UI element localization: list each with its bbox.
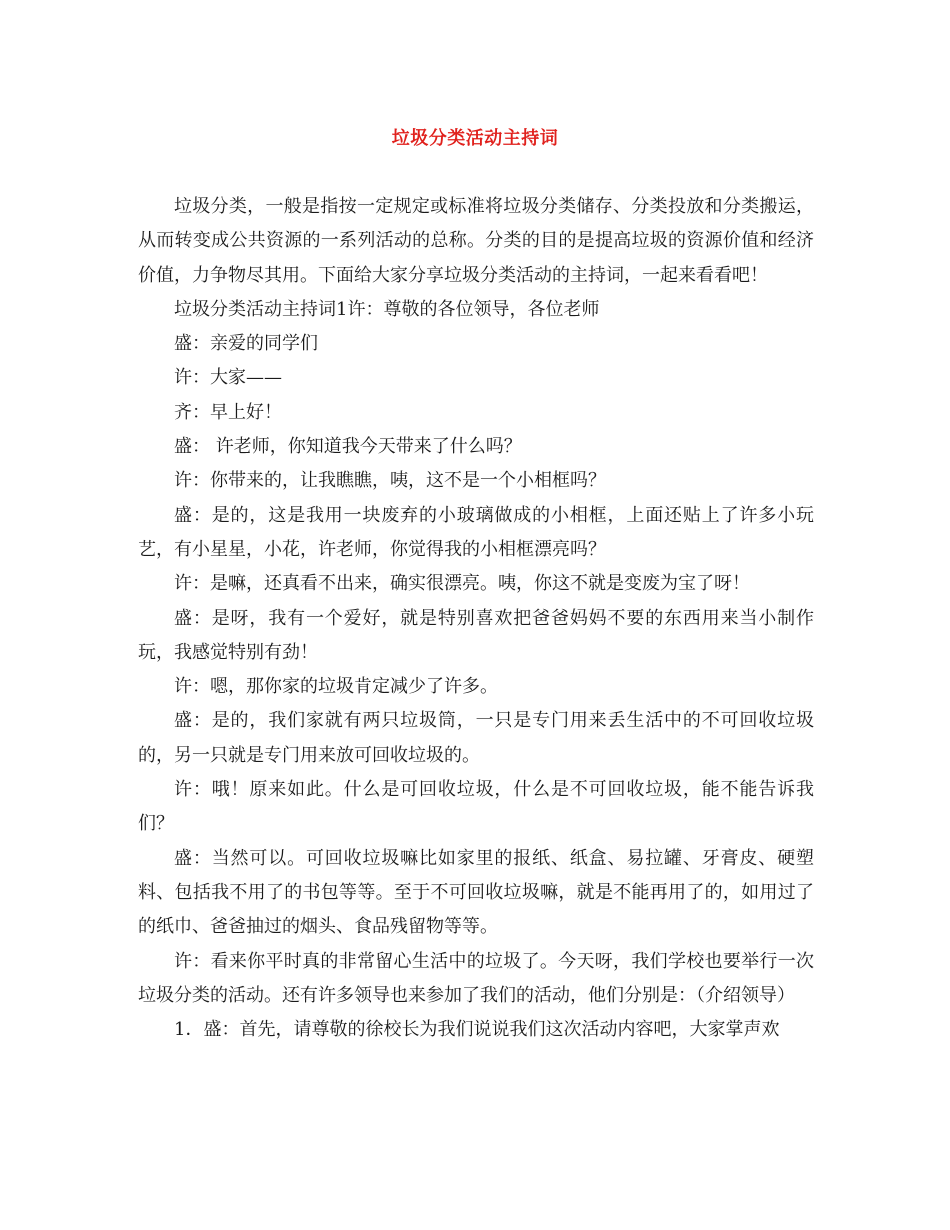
paragraph-line: 盛：是的，这是我用一块废弃的小玻璃做成的小相框，上面还贴上了许多小玩艺，有小星星，小花，许老师，你觉得我的小相框漂亮吗？ xyxy=(138,504,814,560)
paragraph-line: 许：大家—— xyxy=(174,367,282,389)
document-body xyxy=(138,190,814,1047)
paragraph-line: 盛：是的，我们家就有两只垃圾筒，一只是专门用来丢生活中的不可回收垃圾的，另一只就是专门用来放可回收垃圾的。 xyxy=(138,710,814,766)
paragraph-script-heading: 垃圾分类活动主持词1许：尊敬的各位领导，各位老师 xyxy=(174,298,600,320)
paragraph-line: 齐：早上好！ xyxy=(174,401,282,423)
paragraph-line: 许：是嘛，还真看不出来，确实很漂亮。咦，你这不就是变废为宝了呀！ xyxy=(174,573,750,595)
intro-paragraph: 垃圾分类，一般是指按一定规定或标准将垃圾分类储存、分类投放和分类搬运，从而转变成公共资源的一系列活动的总称。分类的目的是提高垃圾的资源价值和经济价值，力争物尽其用。下面给大家分享垃圾分类活动的主持词，一起来看看吧！ xyxy=(138,196,814,286)
paragraph-line: 许：你带来的，让我瞧瞧，咦，这不是一个小相框吗？ xyxy=(174,470,606,492)
paragraph-line: 盛： 许老师，你知道我今天带来了什么吗？ xyxy=(174,436,522,458)
paragraph-line: 盛：亲爱的同学们 xyxy=(174,333,318,355)
paragraph-line: 许：哦！原来如此。什么是可回收垃圾，什么是不可回收垃圾，能不能告诉我们？ xyxy=(138,779,814,835)
paragraph-line: 许：嗯，那你家的垃圾肯定减少了许多。 xyxy=(174,676,498,698)
paragraph-line: 1．盛：首先，请尊敬的徐校长为我们说说我们这次活动内容吧，大家掌声欢 xyxy=(174,1019,780,1041)
paragraph-line: 许：看来你平时真的非常留心生活中的垃圾了。今天呀，我们学校也要举行一次垃圾分类的活动。还有许多领导也来参加了我们的活动，他们分别是：（介绍领导） xyxy=(138,950,814,1006)
paragraph-line: 盛：是呀，我有一个爱好，就是特别喜欢把爸爸妈妈不要的东西用来当小制作玩，我感觉特别有劲！ xyxy=(138,607,814,663)
document-title: 垃圾分类活动主持词 xyxy=(391,128,559,149)
paragraph-line: 盛：当然可以。可回收垃圾嘛比如家里的报纸、纸盒、易拉罐、牙膏皮、硬塑料、包括我不用了的书包等等。至于不可回收垃圾嘛，就是不能再用了的，如用过了的纸巾、爸爸抽过的烟头、食品残留物等等。 xyxy=(138,847,814,938)
